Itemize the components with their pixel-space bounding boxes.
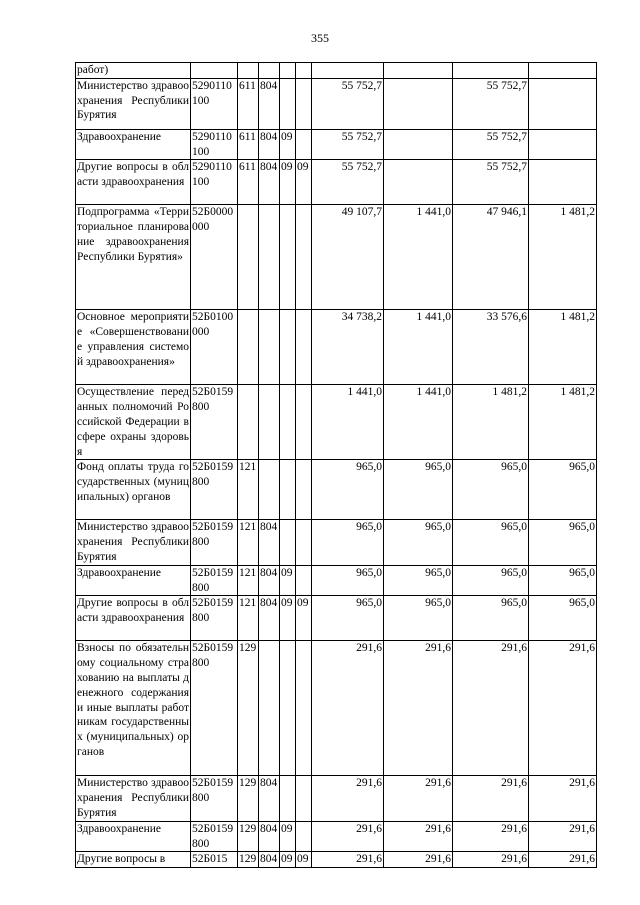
cell-target-article: 5290110100 — [191, 160, 238, 205]
cell-target-article: 52Б0159800 — [191, 385, 238, 460]
cell-amount-1: 965,0 — [312, 565, 384, 596]
cell-target-article: 52Б0159800 — [191, 596, 238, 641]
cell-amount-1: 965,0 — [312, 520, 384, 565]
cell-amount-1: 965,0 — [312, 596, 384, 641]
cell-expense-type: 121 — [238, 460, 259, 520]
cell-target-article: 52Б0159800 — [191, 776, 238, 821]
cell-section — [259, 63, 280, 79]
cell-expense-type — [238, 385, 259, 460]
cell-amount-4: 291,6 — [529, 641, 597, 776]
cell-amount-3: 965,0 — [453, 596, 529, 641]
cell-amount-3: 291,6 — [453, 776, 529, 821]
table-row — [76, 641, 597, 776]
cell-amount-3: 965,0 — [453, 565, 529, 596]
cell-amount-2: 965,0 — [384, 596, 453, 641]
cell-expense-type — [238, 310, 259, 385]
cell-amount-1: 291,6 — [312, 776, 384, 821]
cell-amount-4: 1 481,2 — [529, 205, 597, 310]
cell-name: Другие вопросы в области здравоохранения — [76, 160, 191, 205]
cell-amount-4 — [529, 78, 597, 129]
cell-amount-1: 291,6 — [312, 821, 384, 852]
cell-section: 804 — [259, 520, 280, 565]
table-row — [76, 205, 597, 310]
table-body — [76, 63, 597, 868]
cell-amount-3: 47 946,1 — [453, 205, 529, 310]
cell-name: работ) — [76, 63, 191, 79]
cell-target-article: 52Б015 — [191, 852, 238, 868]
cell-subsection: 09 — [280, 160, 296, 205]
cell-name: Министерство здравоохранения Республики Бурятия — [76, 78, 191, 129]
cell-section — [259, 310, 280, 385]
cell-amount-2: 291,6 — [384, 821, 453, 852]
cell-amount-1: 965,0 — [312, 460, 384, 520]
cell-amount-3: 965,0 — [453, 460, 529, 520]
cell-sub-subsection — [296, 205, 312, 310]
table-row — [76, 520, 597, 565]
cell-section: 804 — [259, 852, 280, 868]
cell-sub-subsection — [296, 63, 312, 79]
cell-sub-subsection — [296, 821, 312, 852]
cell-subsection: 09 — [280, 596, 296, 641]
cell-sub-subsection — [296, 310, 312, 385]
cell-amount-2: 291,6 — [384, 641, 453, 776]
cell-expense-type: 121 — [238, 565, 259, 596]
cell-amount-3: 291,6 — [453, 821, 529, 852]
cell-amount-4 — [529, 160, 597, 205]
cell-amount-2 — [384, 129, 453, 160]
cell-amount-1: 55 752,7 — [312, 78, 384, 129]
cell-name: Здравоохранение — [76, 821, 191, 852]
cell-expense-type: 129 — [238, 641, 259, 776]
page-number: 355 — [311, 31, 329, 45]
cell-amount-3: 55 752,7 — [453, 78, 529, 129]
cell-name: Министерство здравоохранения Республики Бурятия — [76, 776, 191, 821]
table-row — [76, 63, 597, 79]
cell-name: Основное мероприятие «Совершенствование управления системой здравоохранения» — [76, 310, 191, 385]
cell-amount-2: 965,0 — [384, 460, 453, 520]
cell-target-article: 5290110100 — [191, 78, 238, 129]
cell-section: 804 — [259, 776, 280, 821]
cell-amount-4: 965,0 — [529, 565, 597, 596]
cell-section: 804 — [259, 821, 280, 852]
cell-target-article — [191, 63, 238, 79]
budget-table — [75, 62, 597, 868]
cell-sub-subsection — [296, 520, 312, 565]
cell-expense-type: 611 — [238, 78, 259, 129]
cell-expense-type — [238, 205, 259, 310]
cell-amount-1: 49 107,7 — [312, 205, 384, 310]
cell-target-article: 52Б0100000 — [191, 310, 238, 385]
cell-subsection — [280, 78, 296, 129]
cell-expense-type: 129 — [238, 852, 259, 868]
cell-target-article: 52Б0159800 — [191, 821, 238, 852]
cell-subsection — [280, 205, 296, 310]
cell-sub-subsection: 09 — [296, 852, 312, 868]
table-row — [76, 129, 597, 160]
cell-sub-subsection: 09 — [296, 160, 312, 205]
cell-target-article: 52Б0159800 — [191, 641, 238, 776]
cell-amount-3: 291,6 — [453, 852, 529, 868]
cell-amount-4: 1 481,2 — [529, 310, 597, 385]
cell-subsection — [280, 460, 296, 520]
cell-section: 804 — [259, 129, 280, 160]
cell-amount-1: 55 752,7 — [312, 129, 384, 160]
cell-subsection — [280, 310, 296, 385]
cell-amount-4 — [529, 129, 597, 160]
cell-name: Осуществление переданных полномочий Российской Федерации в сфере охраны здоровья — [76, 385, 191, 460]
cell-section — [259, 460, 280, 520]
cell-amount-4: 965,0 — [529, 460, 597, 520]
cell-subsection — [280, 63, 296, 79]
cell-subsection: 09 — [280, 565, 296, 596]
cell-amount-1 — [312, 63, 384, 79]
cell-amount-1: 55 752,7 — [312, 160, 384, 205]
cell-name: Здравоохранение — [76, 565, 191, 596]
cell-amount-2: 965,0 — [384, 520, 453, 565]
cell-target-article: 52Б0000000 — [191, 205, 238, 310]
cell-expense-type: 611 — [238, 160, 259, 205]
table-row — [76, 78, 597, 129]
cell-section: 804 — [259, 596, 280, 641]
cell-expense-type — [238, 63, 259, 79]
cell-sub-subsection — [296, 565, 312, 596]
cell-subsection — [280, 641, 296, 776]
table-row — [76, 310, 597, 385]
cell-amount-3: 291,6 — [453, 641, 529, 776]
cell-amount-1: 34 738,2 — [312, 310, 384, 385]
cell-amount-3: 55 752,7 — [453, 160, 529, 205]
cell-target-article: 52Б0159800 — [191, 565, 238, 596]
table-row — [76, 852, 597, 868]
cell-name: Взносы по обязательному социальному страхованию на выплаты денежного содержания и иные выплаты работникам государственных (муниципальных) органов — [76, 641, 191, 776]
cell-amount-4: 965,0 — [529, 520, 597, 565]
cell-section: 804 — [259, 565, 280, 596]
cell-expense-type: 121 — [238, 596, 259, 641]
cell-amount-2 — [384, 78, 453, 129]
cell-target-article: 52Б0159800 — [191, 520, 238, 565]
cell-amount-2: 291,6 — [384, 776, 453, 821]
cell-amount-4: 1 481,2 — [529, 385, 597, 460]
cell-subsection: 09 — [280, 852, 296, 868]
cell-expense-type: 129 — [238, 776, 259, 821]
cell-amount-2: 1 441,0 — [384, 310, 453, 385]
cell-sub-subsection: 09 — [296, 596, 312, 641]
cell-subsection — [280, 520, 296, 565]
cell-section — [259, 205, 280, 310]
cell-amount-4: 291,6 — [529, 852, 597, 868]
cell-section — [259, 385, 280, 460]
cell-sub-subsection — [296, 776, 312, 821]
cell-section: 804 — [259, 160, 280, 205]
cell-amount-1: 291,6 — [312, 641, 384, 776]
cell-target-article: 52Б0159800 — [191, 460, 238, 520]
cell-section — [259, 641, 280, 776]
cell-amount-4 — [529, 63, 597, 79]
cell-expense-type: 121 — [238, 520, 259, 565]
cell-sub-subsection — [296, 78, 312, 129]
cell-sub-subsection — [296, 385, 312, 460]
cell-subsection — [280, 385, 296, 460]
cell-amount-2: 1 441,0 — [384, 205, 453, 310]
cell-amount-4: 291,6 — [529, 821, 597, 852]
cell-name: Министерство здравоохранения Республики Бурятия — [76, 520, 191, 565]
cell-amount-3 — [453, 63, 529, 79]
table-row — [76, 565, 597, 596]
cell-sub-subsection — [296, 460, 312, 520]
table-row — [76, 460, 597, 520]
cell-expense-type: 129 — [238, 821, 259, 852]
cell-amount-3: 1 481,2 — [453, 385, 529, 460]
cell-name: Подпрограмма «Территориальное планирование здравоохранения Республики Бурятия» — [76, 205, 191, 310]
cell-subsection: 09 — [280, 129, 296, 160]
cell-sub-subsection — [296, 129, 312, 160]
cell-subsection — [280, 776, 296, 821]
cell-sub-subsection — [296, 641, 312, 776]
cell-amount-2: 291,6 — [384, 852, 453, 868]
cell-amount-1: 291,6 — [312, 852, 384, 868]
cell-section: 804 — [259, 78, 280, 129]
cell-amount-2 — [384, 160, 453, 205]
cell-name: Здравоохранение — [76, 129, 191, 160]
table-row — [76, 596, 597, 641]
table-row — [76, 821, 597, 852]
table-row — [76, 776, 597, 821]
table-row — [76, 385, 597, 460]
cell-amount-2 — [384, 63, 453, 79]
cell-amount-2: 965,0 — [384, 565, 453, 596]
cell-amount-4: 965,0 — [529, 596, 597, 641]
cell-amount-4: 291,6 — [529, 776, 597, 821]
cell-target-article: 5290110100 — [191, 129, 238, 160]
cell-expense-type: 611 — [238, 129, 259, 160]
cell-amount-2: 1 441,0 — [384, 385, 453, 460]
cell-name: Фонд оплаты труда государственных (муниципальных) органов — [76, 460, 191, 520]
cell-amount-3: 33 576,6 — [453, 310, 529, 385]
table-row — [76, 160, 597, 205]
cell-amount-3: 55 752,7 — [453, 129, 529, 160]
cell-name: Другие вопросы в области здравоохранения — [76, 596, 191, 641]
cell-name: Другие вопросы в — [76, 852, 191, 868]
cell-amount-1: 1 441,0 — [312, 385, 384, 460]
cell-amount-3: 965,0 — [453, 520, 529, 565]
cell-subsection: 09 — [280, 821, 296, 852]
